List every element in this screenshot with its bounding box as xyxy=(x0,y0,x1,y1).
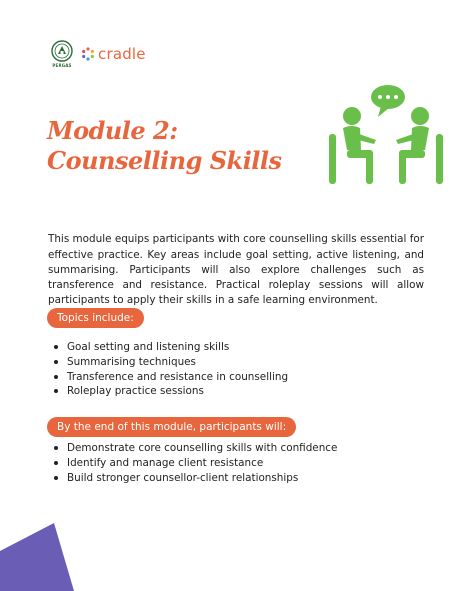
topics-list xyxy=(54,340,288,399)
logo-row xyxy=(50,40,146,68)
bullet-icon xyxy=(54,461,58,465)
list-item: Demonstrate core counselling skills with confidence xyxy=(54,441,337,456)
pergas-wordmark: PERGAS xyxy=(52,63,72,68)
list-item: Goal setting and listening skills xyxy=(54,340,288,355)
cradle-dots-icon xyxy=(81,47,95,61)
outcomes-list xyxy=(54,441,337,485)
bullet-icon xyxy=(54,360,58,364)
bullet-icon xyxy=(54,345,58,349)
outcomes-heading-badge: By the end of this module, participants will: xyxy=(47,417,296,437)
title-line-2: Counselling Skills xyxy=(47,146,282,175)
cradle-wordmark: cradle xyxy=(98,45,146,63)
topics-heading-badge: Topics include: xyxy=(47,308,144,328)
counselling-conversation-icon xyxy=(326,84,446,186)
corner-decoration xyxy=(0,523,74,591)
list-item: Roleplay practice sessions xyxy=(54,384,288,399)
module-description: This module equips participants with core counselling skills essential for effective practice. Key areas include goal setting, active listening, and summarising. Participants will also explore challenges such as transference and resistance. Practical roleplay sessions will allow participants to apply their skills in a safe learning environment. xyxy=(48,233,424,307)
cradle-logo xyxy=(81,45,146,63)
title-line-1: Module 2: xyxy=(47,116,178,145)
pergas-logo xyxy=(50,40,74,68)
bullet-icon xyxy=(54,389,58,393)
list-item: Identify and manage client resistance xyxy=(54,456,337,471)
page-title xyxy=(47,116,282,176)
bullet-icon xyxy=(54,476,58,480)
bullet-icon xyxy=(54,375,58,379)
pergas-emblem-icon xyxy=(51,40,73,62)
list-item: Transference and resistance in counselling xyxy=(54,370,288,385)
list-item: Build stronger counsellor-client relationships xyxy=(54,471,337,486)
list-item: Summarising techniques xyxy=(54,355,288,370)
bullet-icon xyxy=(54,446,58,450)
